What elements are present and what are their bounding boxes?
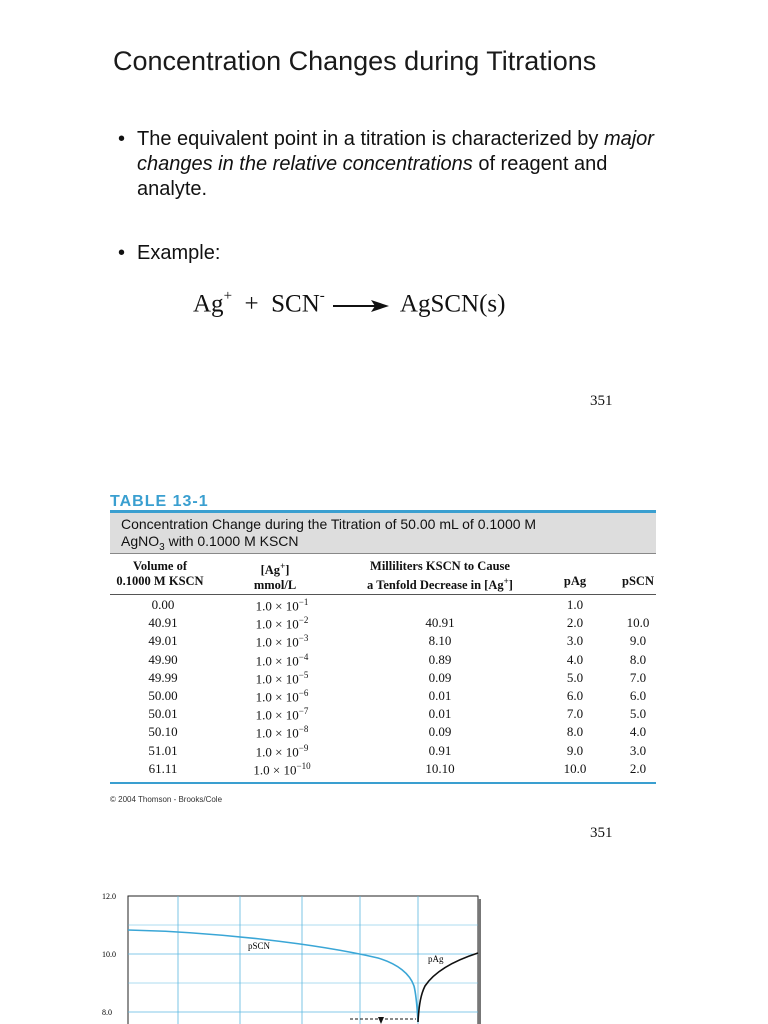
- slide-title: Concentration Changes during Titrations: [113, 46, 597, 76]
- cell-ag-concentration: $1.0 \times 10^{-4}$: [255, 651, 309, 668]
- y-tick-label: 12.0: [102, 892, 116, 901]
- cell-milliliters: 0.91: [428, 742, 452, 758]
- table-caption: [110, 513, 656, 554]
- table-bottom-rule: [110, 782, 656, 784]
- cell-pscn: 10.0: [626, 615, 650, 631]
- cell-pag: 7.0: [566, 706, 584, 722]
- cell-ag-concentration: $1.0 \times 10^{-6}$: [255, 688, 309, 705]
- cell-ag-concentration: $1.0 \times 10^{-5}$: [255, 669, 309, 687]
- bullet-text: Example:: [137, 242, 221, 264]
- cell-milliliters: 8.10: [428, 633, 452, 649]
- cell-volume: 49.99: [148, 669, 178, 685]
- cell-pscn: 2.0: [629, 760, 647, 776]
- charge-minus: -: [319, 288, 325, 304]
- cell-pscn: 7.0: [629, 669, 647, 685]
- cell-pag: 5.0: [566, 669, 584, 685]
- page-number: 351: [590, 825, 613, 841]
- header-rule: [110, 594, 656, 595]
- cell-pag: 4.0: [566, 651, 584, 667]
- cell-pscn: 9.0: [629, 633, 647, 649]
- cell-pag: 3.0: [566, 633, 584, 649]
- cell-pscn: 4.0: [629, 724, 647, 740]
- cell-volume: 50.01: [148, 706, 178, 722]
- series-line-pscn: [128, 930, 418, 1022]
- charge-plus: +: [223, 288, 233, 304]
- cell-volume: 49.90: [148, 651, 178, 667]
- cell-pag: 9.0: [566, 742, 584, 758]
- series-label-pscn: pSCN: [248, 941, 271, 951]
- cell-volume: 61.11: [148, 760, 178, 776]
- reactant-scn: SCN: [271, 290, 320, 318]
- caption-line-1: Concentration Change during the Titration of 50.00 mL of 0.1000 M: [121, 516, 537, 532]
- cell-volume: 50.00: [148, 688, 178, 703]
- cell-volume: 0.00: [151, 597, 175, 612]
- table-label: TABLE 13-1: [110, 493, 209, 510]
- cell-ag-concentration: $1.0 \times 10^{-9}$: [255, 742, 309, 759]
- reactant-ag: Ag: [193, 290, 224, 318]
- bullet-marker: •: [118, 128, 126, 150]
- cell-milliliters: 0.89: [428, 651, 452, 667]
- reaction-arrow-icon: [333, 292, 389, 320]
- cell-milliliters: 0.09: [428, 724, 452, 740]
- cell-pag: 8.0: [566, 724, 584, 740]
- emphasis-text: major changes in the relative concentrations: [137, 128, 654, 175]
- titration-curve-chart: [98, 886, 488, 1024]
- header-milliliters: Milliliters KSCN to Cause a Tenfold Decrease in [Ag+]: [367, 559, 513, 593]
- cell-volume: 40.91: [148, 615, 178, 631]
- equivalence-arrow-icon: [378, 1017, 384, 1024]
- copyright-note: © 2004 Thomson - Brooks/Cole: [110, 795, 223, 804]
- chart-y-ticks: [102, 892, 116, 1017]
- page-number: 351: [590, 393, 613, 409]
- header-volume: Volume of 0.1000 M KSCN: [116, 559, 204, 588]
- header-pag: pAg: [563, 574, 587, 588]
- cell-volume: 50.10: [148, 724, 178, 740]
- cell-milliliters: 10.10: [425, 760, 455, 776]
- cell-milliliters: 0.01: [428, 688, 452, 703]
- header-pscn: pSCN: [622, 574, 654, 588]
- cell-ag-concentration: $1.0 \times 10^{-7}$: [255, 706, 309, 723]
- bullet-text: The equivalent point in a titration is characterized by major changes in the relative concentrations of reagent and analyte.: [137, 128, 654, 200]
- cell-pscn: 5.0: [629, 706, 647, 722]
- reaction-equation: [193, 290, 505, 320]
- product-agscn: AgSCN(s): [399, 290, 506, 318]
- cell-pscn: 8.0: [629, 651, 647, 667]
- y-tick-label: 8.0: [102, 1008, 112, 1017]
- cell-volume: 49.01: [148, 633, 178, 649]
- cell-ag-concentration: $1.0 \times 10^{-10}$: [253, 760, 311, 778]
- plot-shadow: [478, 899, 481, 1024]
- cell-pscn: 6.0: [629, 688, 647, 703]
- cell-pag: 10.0: [563, 760, 587, 776]
- cell-milliliters: 40.91: [425, 615, 455, 631]
- cell-ag-concentration: $1.0 \times 10^{-2}$: [255, 615, 309, 632]
- cell-pscn: 3.0: [629, 742, 647, 758]
- plot-border: [128, 896, 478, 1024]
- cell-milliliters: 0.01: [428, 706, 452, 722]
- cell-pag: 2.0: [566, 615, 584, 631]
- header-ag-concentration: [Ag+] mmol/L: [253, 561, 297, 593]
- cell-pag: 1.0: [566, 597, 584, 612]
- cell-milliliters: 0.09: [428, 669, 452, 685]
- y-tick-label: 10.0: [102, 950, 116, 959]
- cell-ag-concentration: $1.0 \times 10^{-3}$: [255, 633, 309, 650]
- plus-sign: +: [244, 290, 259, 318]
- cell-ag-concentration: $1.0 \times 10^{-1}$: [255, 597, 309, 614]
- cell-volume: 51.01: [148, 742, 178, 758]
- cell-ag-concentration: $1.0 \times 10^{-8}$: [255, 724, 309, 741]
- bullet-marker: •: [118, 242, 126, 264]
- caption-line-2: AgNO$_3$ with 0.1000 M KSCN: [121, 533, 299, 553]
- cell-pag: 6.0: [566, 688, 584, 703]
- series-label-pag: pAg: [428, 954, 444, 964]
